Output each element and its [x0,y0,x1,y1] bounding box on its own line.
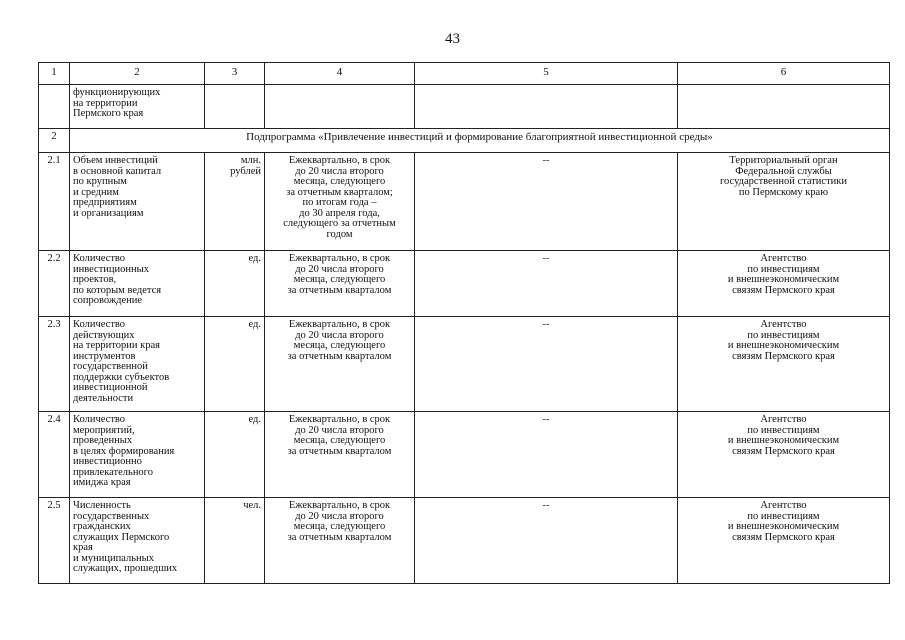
row-number: 2.3 [39,317,70,412]
unit-of-measure: чел. [205,498,265,584]
row-number: 2.5 [39,498,70,584]
calculation-method: -- [415,317,678,412]
reporting-frequency: Ежеквартально, в срок до 20 числа второго месяца, следующего за отчетным кварталом [265,251,415,317]
table-row [39,317,890,412]
unit-of-measure: ед. [205,412,265,498]
data-source: Агентство по инвестициям и внешнеэкономическим связям Пермского края [678,412,890,498]
header-cell-2: 2 [70,63,205,85]
data-source: Агентство по инвестициям и внешнеэкономическим связям Пермского края [678,251,890,317]
data-source: Агентство по инвестициям и внешнеэкономическим связям Пермского края [678,317,890,412]
continuation-unit-cell [205,85,265,129]
reporting-frequency: Ежеквартально, в срок до 20 числа второго месяца, следующего за отчетным кварталом [265,317,415,412]
calculation-method: -- [415,153,678,251]
page-number: 43 [445,31,460,47]
unit-of-measure: ед. [205,251,265,317]
subprogram-title: Подпрограмма «Привлечение инвестиций и формирование благоприятной инвестиционной среды» [70,129,890,153]
indicators-table [38,62,890,584]
indicator-name: Численность государственных гражданских служащих Пермского края и муниципальных служащих, прошедших [70,498,205,584]
indicator-name: Объем инвестиций в основной капитал по крупным и средним предприятиям и организациям [70,153,205,251]
indicator-name: Количество мероприятий, проведенных в целях формирования инвестиционно привлекательного имиджа края [70,412,205,498]
table-row [39,251,890,317]
reporting-frequency: Ежеквартально, в срок до 20 числа второго месяца, следующего за отчетным кварталом; по итогам года – до 30 апреля года, следующего за отчетным годом [265,153,415,251]
data-source: Агентство по инвестициям и внешнеэкономическим связям Пермского края [678,498,890,584]
row-number: 2.2 [39,251,70,317]
calculation-method: -- [415,498,678,584]
subprogram-number: 2 [39,129,70,153]
header-cell-4: 4 [265,63,415,85]
header-row [39,63,890,85]
indicator-name: Количество действующих на территории края инструментов государственной поддержки субъектов инвестиционной деятельности [70,317,205,412]
reporting-frequency: Ежеквартально, в срок до 20 числа второго месяца, следующего за отчетным кварталом [265,498,415,584]
header-cell-3: 3 [205,63,265,85]
table-row [39,498,890,584]
table-row [39,412,890,498]
reporting-frequency: Ежеквартально, в срок до 20 числа второго месяца, следующего за отчетным кварталом [265,412,415,498]
continuation-method-cell [415,85,678,129]
continuation-num-cell [39,85,70,129]
header-cell-6: 6 [678,63,890,85]
continuation-source-cell [678,85,890,129]
subprogram-row [39,129,890,153]
data-source: Территориальный орган Федеральной службы государственной статистики по Пермскому краю [678,153,890,251]
continuation-row [39,85,890,129]
continuation-frequency-cell [265,85,415,129]
calculation-method: -- [415,251,678,317]
header-cell-1: 1 [39,63,70,85]
calculation-method: -- [415,412,678,498]
header-cell-5: 5 [415,63,678,85]
unit-of-measure: ед. [205,317,265,412]
table-row [39,153,890,251]
unit-of-measure: млн. рублей [205,153,265,251]
continuation-name-cell: функционирующих на территории Пермского края [70,85,205,129]
indicator-name: Количество инвестиционных проектов, по которым ведется сопровождение [70,251,205,317]
row-number: 2.1 [39,153,70,251]
row-number: 2.4 [39,412,70,498]
